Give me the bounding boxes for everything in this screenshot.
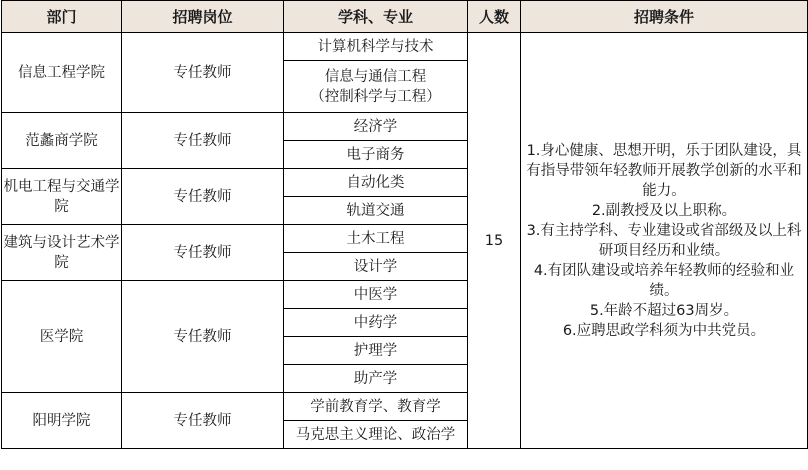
position-cell: 专任教师 [122,393,284,449]
major-cell: 护理学 [284,337,468,365]
dept-cell: 医学院 [2,281,122,393]
position-cell: 专任教师 [122,281,284,393]
position-cell: 专任教师 [122,169,284,225]
major-cell: 轨道交通 [284,197,468,225]
count-cell: 15 [468,33,521,449]
major-cell: 经济学 [284,113,468,141]
major-cell: 中医学 [284,281,468,309]
major-cell: 助产学 [284,365,468,393]
header-count: 人数 [468,1,521,33]
header-major: 学科、专业 [284,1,468,33]
major-cell: 马克思主义理论、政治学 [284,421,468,449]
condition-item: 3.有主持学科、专业建设或省部级及以上科研项目经历和业绩。 [526,222,802,259]
position-cell: 专任教师 [122,113,284,169]
condition-item: 4.有团队建设或培养年轻教师的经验和业绩。 [533,262,795,299]
position-cell: 专任教师 [122,33,284,113]
major-cell: 计算机科学与技术 [284,33,468,61]
condition-item: 5.年龄不超过63周岁。 [589,302,739,319]
dept-cell: 阳明学院 [2,393,122,449]
major-cell: 自动化类 [284,169,468,197]
position-cell: 专任教师 [122,225,284,281]
major-cell: 设计学 [284,253,468,281]
major-cell: 土木工程 [284,225,468,253]
dept-cell: 信息工程学院 [2,33,122,113]
dept-cell: 机电工程与交通学院 [2,169,122,225]
header-conditions: 招聘条件 [521,1,808,33]
header-row [2,1,808,33]
conditions-cell [521,33,808,449]
table-row [2,33,808,61]
condition-item: 2.副教授及以上职称。 [591,202,737,219]
header-position: 招聘岗位 [122,1,284,33]
condition-item: 1.身心健康、思想开明，乐于团队建设，具有指导带领年轻教师开展教学创新的水平和能力。 [526,142,802,199]
condition-item: 6.应聘思政学科须为中共党员。 [562,322,766,339]
major-cell: 信息与通信工程 （控制科学与工程） [284,61,468,113]
header-dept: 部门 [2,1,122,33]
dept-cell: 建筑与设计艺术学院 [2,225,122,281]
major-cell: 中药学 [284,309,468,337]
major-cell: 学前教育学、教育学 [284,393,468,421]
major-cell: 电子商务 [284,141,468,169]
dept-cell: 范蠡商学院 [2,113,122,169]
table-body [2,33,808,449]
recruitment-table [1,0,808,449]
